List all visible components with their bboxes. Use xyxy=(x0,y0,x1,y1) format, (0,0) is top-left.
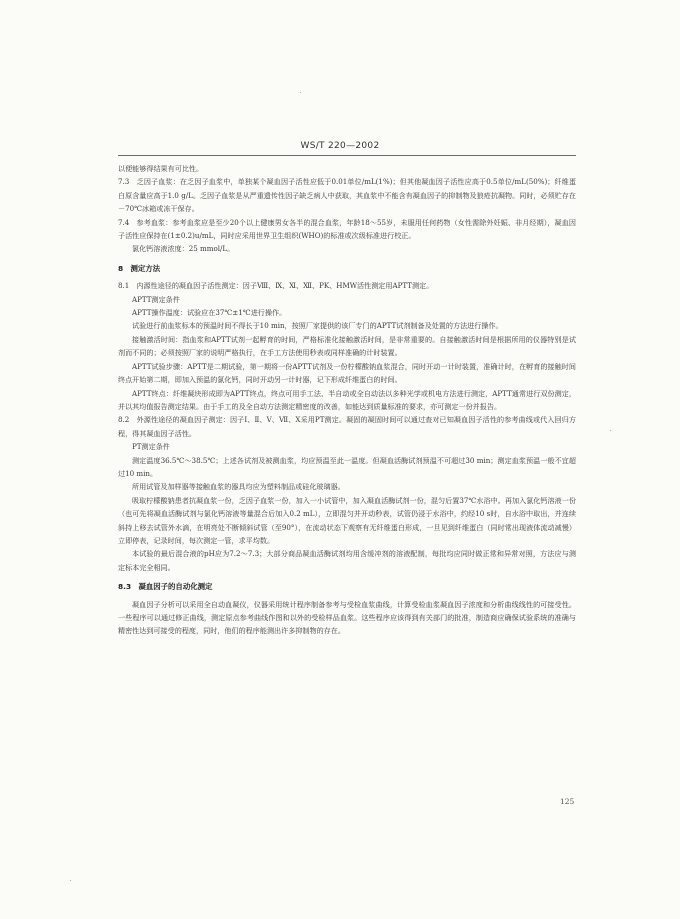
body-text xyxy=(118,162,576,638)
scan-speck xyxy=(70,880,71,881)
paragraph: 所用试管及加样器等接触血浆的器具均应为塑料制品或硅化玻璃器。 xyxy=(132,482,345,492)
paragraph: 测定温度36.5℃～38.5℃；上述各试剂及被测血浆，均应预温至此一温度。但凝血活酶试剂预温不可超过30 min；测定血浆预温一般不宜超过10 min。 xyxy=(118,455,576,478)
paragraph: 本试验的最后混合液的pH应为7.2～7.3；大部分商品凝血活酶试剂均用含缓冲剂的溶液配制，每批均应同时做正常和异常对照，方法应与测定标本完全相同。 xyxy=(118,549,576,572)
paragraph: APTT操作温度：试验应在37℃±1℃进行操作。 xyxy=(132,308,287,318)
paragraph: 7.4 参考血浆：参考血浆应是至少20个以上健康男女各半的混合血浆，年龄18～55岁，未服用任何药物（女性需除外妊娠、非月经期），凝血因子活性应保持在(1±0.2)u/mL，同时应采用世界卫生组织(WHO)的标准或次级标准进行校正。 xyxy=(118,217,576,241)
standard-code: WS/T 220—2002 xyxy=(300,141,380,151)
paragraph: 7.3 乏因子血浆：在乏因子血浆中，单独某个凝血因子活性应低于0.01单位/mL(1%)；但其他凝血因子活性应高于0.5单位/mL(50%)；纤维蛋白原含量应高于1.0 g/L。乏因子血浆是从严重遗传性因子缺乏病人中获取，其血浆中不能含有凝血因子的抑制物及狼疮抗凝物。同时，必须贮存在－70℃冰箱或冻干保存。 xyxy=(118,177,576,214)
page-number: 125 xyxy=(560,797,575,806)
paragraph: 以便能够得结果有可比性。 xyxy=(118,164,204,173)
header-rule xyxy=(118,155,576,156)
paragraph: APTT终点：纤维凝块形成即为APTT终点，终点可用手工法、半自动或全自动法以多种光学或机电方法进行测定，APTT通常进行双份测定，并以其均值报告测定结果。由于手工的及全自动方法测定精密度的改善，如能达到质量标准的要求，亦可测定一份并报告。 xyxy=(118,388,576,411)
scan-speck xyxy=(300,92,301,93)
paragraph: 吸取柠檬酸钠患者抗凝血浆一份，乏因子血浆一份，加入一小试管中，加入凝血活酶试剂一份，混匀后置37℃水浴中。再加入氯化钙溶液一份（也可先将凝血活酶试剂与氯化钙溶液等量混合后加入0.2 mL），立即混匀并开动秒表，试管仍浸于水浴中，约经10 s时，自水浴中取出，并连续斜持上移去试管外水滴，在明亮处不断倾斜试管（至90°），在流动状态下观察有无纤维蛋白形成，一旦见到纤维蛋白（同时常出现液体流动减慢）立即停表，记录时间，每次测定一管，求平均数。 xyxy=(118,495,576,545)
section-heading: 8.3 凝血因子的自动化测定 xyxy=(118,582,213,592)
paragraph: APTT测定条件 xyxy=(132,294,180,304)
section-heading: 8 测定方法 xyxy=(118,263,161,273)
paragraph: 试验进行前血浆标本的预温时间不得长于10 min，按照厂家提供的该厂专门的APTT试剂制备及处置的方法进行操作。 xyxy=(132,321,503,331)
paragraph: 8.1 内源性途径的凝血因子活性测定：因子Ⅷ、Ⅸ、Ⅺ、Ⅻ、PK、HMW活性测定用APTT测定。 xyxy=(118,281,434,291)
paragraph: APTT试验步骤：APTT是二期试验，第一期将一份APTT试剂及一份柠檬酸钠血浆混合，同时开动一计时装置，准确计时，在孵育的接触时间终点开始第二期，即加入预温的氯化钙，同时开动另一计时器，记下形成纤维蛋白的时间。 xyxy=(118,361,576,385)
scan-speck xyxy=(610,430,611,431)
paragraph: PT测定条件 xyxy=(132,442,170,452)
paragraph: 接触激活时间：指血浆和APTT试剂一起孵育的时间，严格标准化接触激活时间，是非常重要的。自接触激活时间是根据所用的仪器特别是试剂而不同的；必须按照厂家的说明严格执行，在手工方法使用秒表或同样准确的计时装置。 xyxy=(118,334,576,358)
paragraph: 氯化钙溶液浓度：25 mmol/L。 xyxy=(132,244,235,254)
paragraph: 凝血因子分析可以采用全自动血凝仪，仪器采用统计程序制备参考与受检血浆曲线，计算受检血浆凝血因子浓度和分析曲线线性的可接受性。一些程序可以通过修正曲线，测定原点参考曲线作图和以外的受检样品血浆。这些程序应该得到有关部门的批准，制造商应确保试验系统的准确与精密性达到可接受的程度，同时，他们的程序能测出许多抑制物的存在。 xyxy=(118,599,576,636)
paragraph: 8.2 外源性途径的凝血因子测定：因子Ⅰ、Ⅱ、Ⅴ、Ⅶ、Ⅹ采用PT测定。凝固的凝固时间可以通过查对已知凝血因子活性的参考曲线或代入回归方程，得其凝血因子活性。 xyxy=(118,415,576,438)
